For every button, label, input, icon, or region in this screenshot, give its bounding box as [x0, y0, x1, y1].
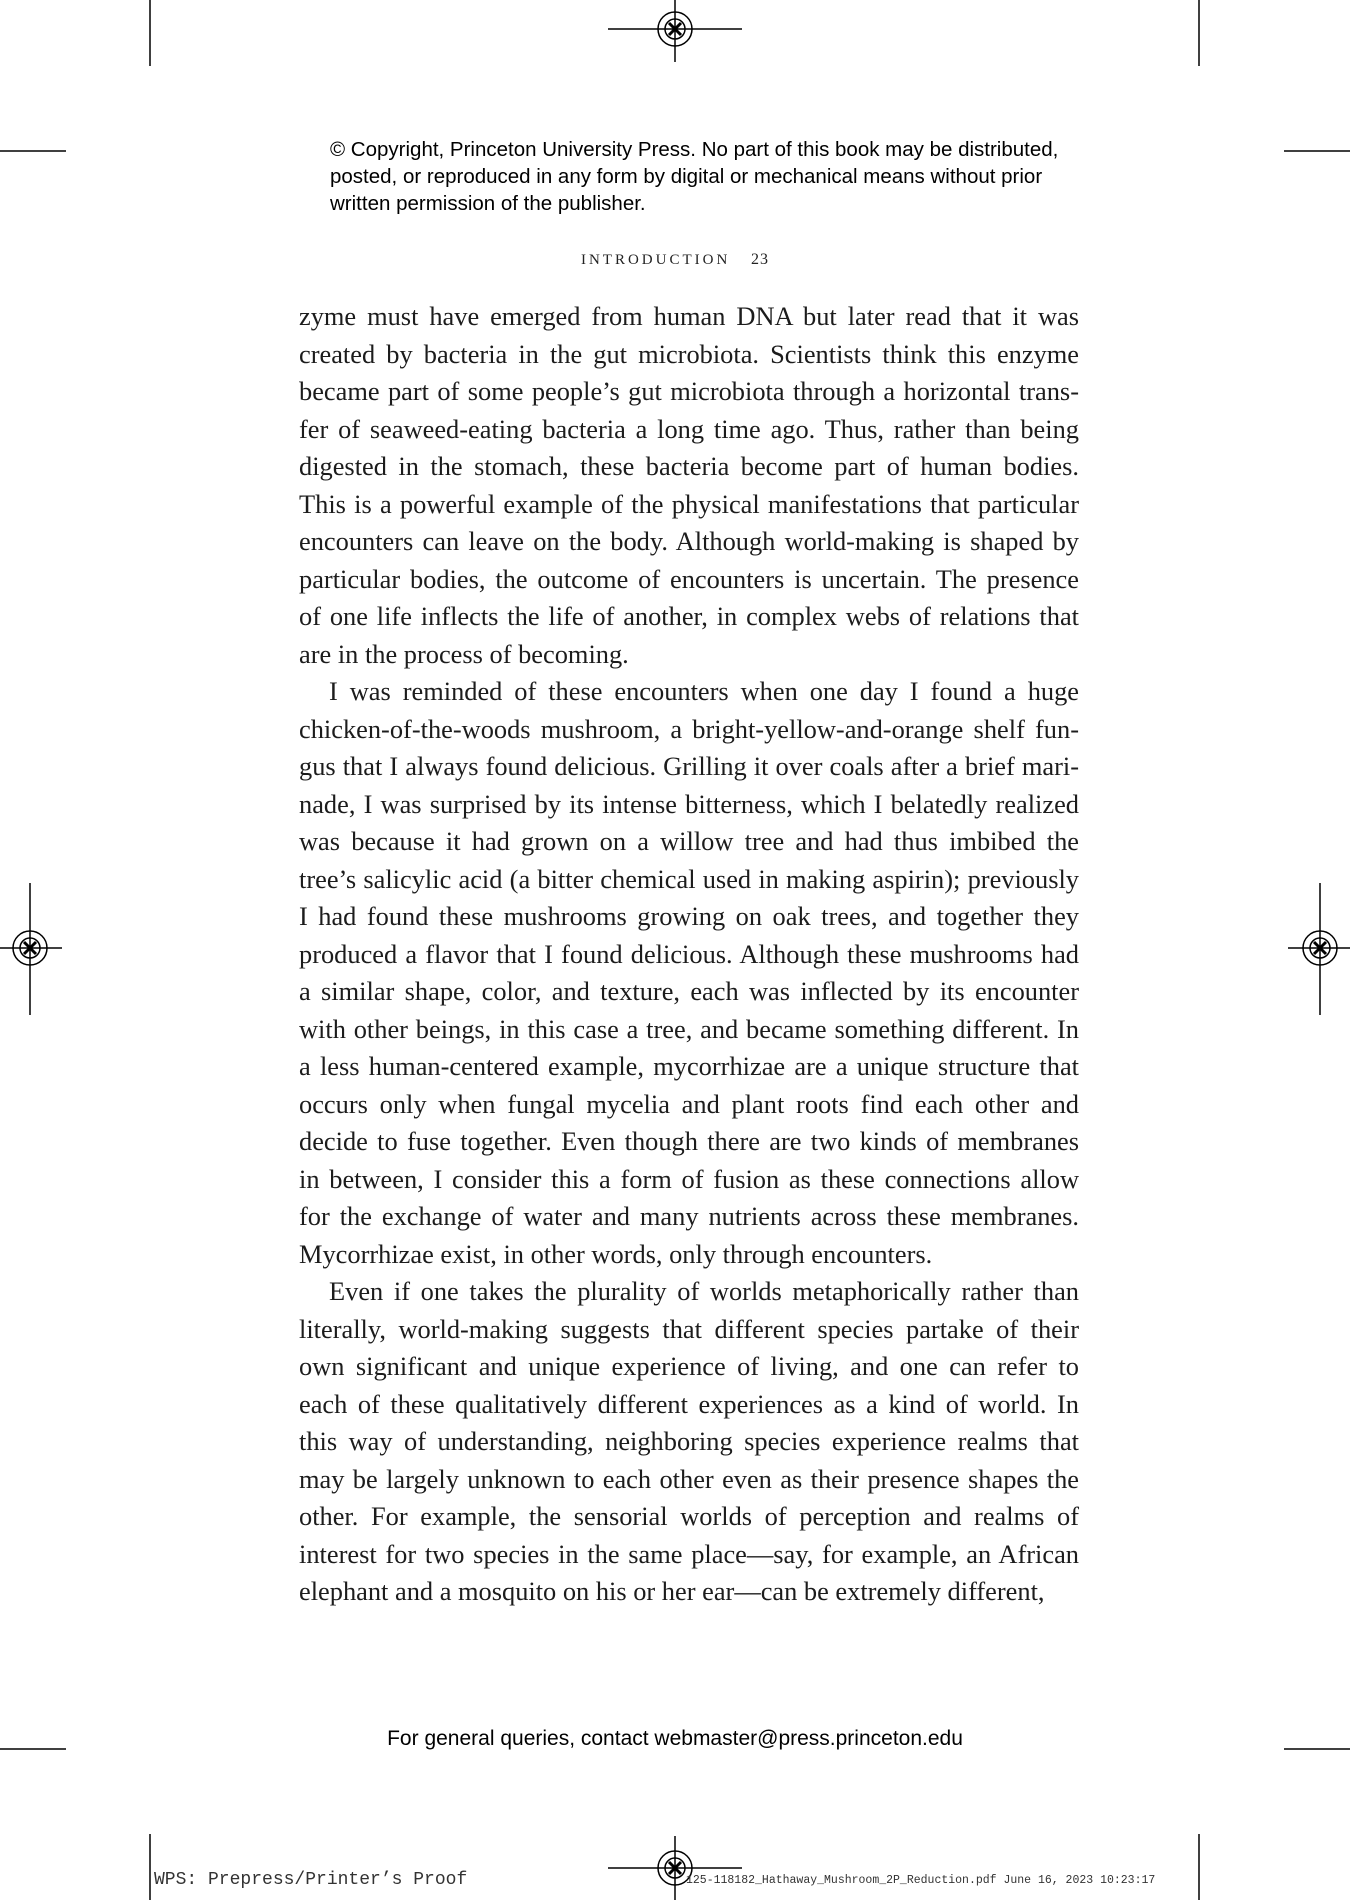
- footer-contact: For general queries, contact webmaster@press.princeton.edu: [387, 1727, 963, 1750]
- body-line: are in the process of becoming.: [299, 638, 629, 669]
- body-line: a similar shape, color, and texture, each was inflected by its encounter: [299, 976, 1079, 1006]
- body-line: a less human-centered example, mycorrhizae are a unique structure that: [299, 1051, 1079, 1081]
- page-number: 23: [751, 251, 770, 268]
- body-line: may be largely unknown to each other even as their presence shapes the: [299, 1463, 1079, 1494]
- registration-target-left: [0, 883, 62, 1015]
- registration-target-right: [1288, 883, 1350, 1015]
- copyright-notice: © Copyright, Princeton University Press. No part of this book may be distributed, posted, or reproduced in any form by digital or mechanical means without prior written permission of the publisher.: [330, 138, 1059, 215]
- body-line: This is a powerful example of the physical manifestations that particular: [299, 488, 1079, 519]
- body-line: this way of understanding, neighboring species experience realms that: [299, 1426, 1079, 1456]
- registration-target-bottom: [608, 1836, 742, 1900]
- body-line: tree’s salicylic acid (a bitter chemical used in making aspirin); previously: [299, 863, 1079, 894]
- body-line: with other beings, in this case a tree, and became something different. In: [299, 1013, 1079, 1044]
- body-line: became part of some people’s gut microbiota through a horizontal trans-: [299, 376, 1079, 406]
- body-line: I had found these mushrooms growing on oak trees, and together they: [299, 901, 1079, 931]
- body-line: of one life inflects the life of another, in complex webs of relations that: [299, 601, 1079, 631]
- body-line: own significant and unique experience of living, and one can refer to: [299, 1351, 1079, 1381]
- body-line: each of these qualitatively different experiences as a kind of world. In: [299, 1388, 1079, 1419]
- body-line: encounters can leave on the body. Although world-making is shaped by: [299, 526, 1079, 556]
- proof-label: WPS: Prepress/Printer’s Proof: [154, 1870, 468, 1890]
- running-head-title: INTRODUCTION: [580, 252, 731, 268]
- proof-file-info: 125-118182_Hathaway_Mushroom_2P_Reduction.pdf June 16, 2023 10:23:17: [686, 1874, 1156, 1887]
- body-line: decide to fuse together. Even though there are two kinds of membranes: [299, 1126, 1079, 1156]
- registration-target-top: [608, 0, 742, 62]
- body-line: nade, I was surprised by its intense bitterness, which I belatedly realized: [299, 788, 1079, 819]
- body-line: occurs only when fungal mycelia and plant roots find each other and: [299, 1088, 1079, 1119]
- body-line: was because it had grown on a willow tree and had thus imbibed the: [299, 826, 1079, 856]
- body-line: in between, I consider this a form of fusion as these connections allow: [299, 1163, 1079, 1194]
- body-line: created by bacteria in the gut microbiota. Scientists think this enzyme: [299, 338, 1079, 369]
- body-line: zyme must have emerged from human DNA but later read that it was: [299, 301, 1079, 331]
- body-line: gus that I always found delicious. Grilling it over coals after a brief mari-: [299, 751, 1079, 781]
- body-line: fer of seaweed-eating bacteria a long time ago. Thus, rather than being: [299, 413, 1079, 444]
- body-line: I was reminded of these encounters when one day I found a huge: [329, 676, 1079, 706]
- body-line: other. For example, the sensorial worlds of perception and realms of: [299, 1501, 1079, 1531]
- body-text: [299, 298, 1079, 1611]
- body-line: interest for two species in the same place—say, for example, an African: [299, 1538, 1079, 1569]
- body-line: chicken-of-the-woods mushroom, a bright-yellow-and-orange shelf fun-: [299, 713, 1079, 744]
- running-head: [0, 251, 1350, 269]
- body-line: Mycorrhizae exist, in other words, only through encounters.: [299, 1238, 933, 1269]
- body-line: particular bodies, the outcome of encounters is uncertain. The presence: [299, 563, 1079, 594]
- body-line: literally, world-making suggests that different species partake of their: [299, 1313, 1079, 1344]
- body-line: for the exchange of water and many nutrients across these membranes.: [299, 1201, 1079, 1231]
- body-line: produced a flavor that I found delicious. Although these mushrooms had: [299, 938, 1079, 969]
- body-line: digested in the stomach, these bacteria become part of human bodies.: [299, 451, 1079, 481]
- body-line: elephant and a mosquito on his or her ear—can be extremely different,: [299, 1576, 1045, 1606]
- body-line: Even if one takes the plurality of worlds metaphorically rather than: [329, 1276, 1079, 1306]
